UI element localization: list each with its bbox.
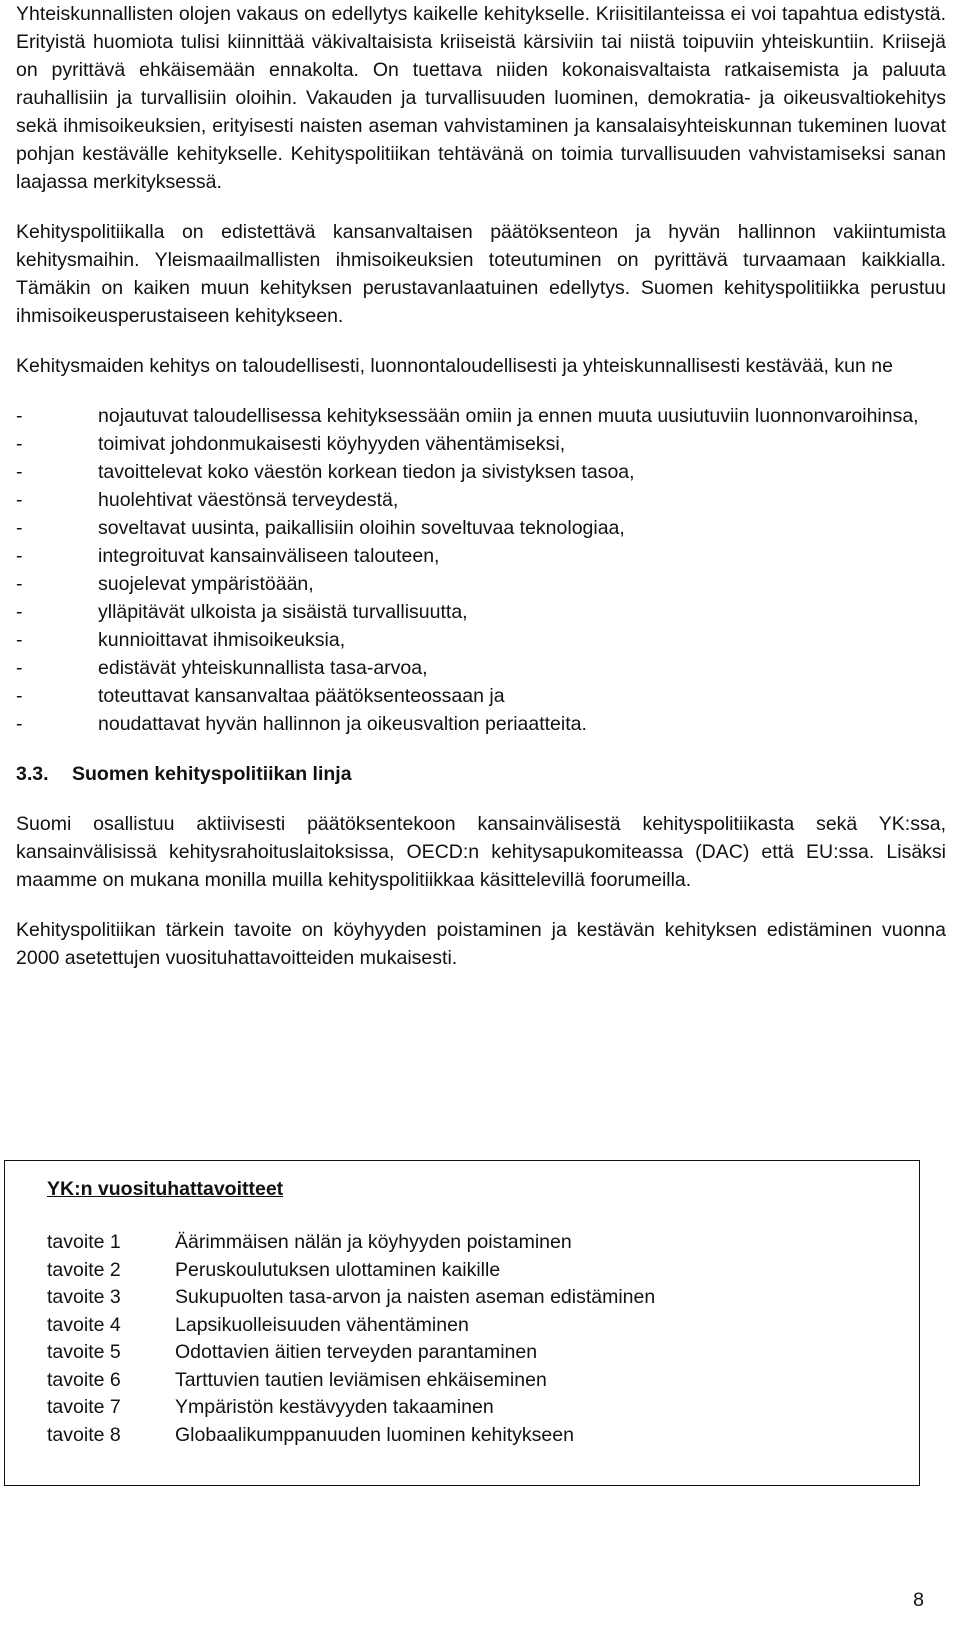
list-item: - noudattavat hyvän hallinnon ja oikeusvaltion periaatteita. [16,713,587,735]
goal-text: Äärimmäisen nälän ja köyhyyden poistaminen [175,1231,572,1253]
goal-row [47,1229,655,1257]
list-item: - integroituvat kansainväliseen talouteen, [16,545,440,567]
goal-text: Lapsikuolleisuuden vähentäminen [175,1313,469,1336]
goal-label: tavoite 7 [47,1396,121,1418]
goal-label: tavoite 8 [47,1423,121,1446]
goal-text: Tarttuvien tautien leviämisen ehkäiseminen [175,1368,547,1391]
list-item: - suojelevat ympäristöään, [16,573,314,595]
goal-row [47,1394,655,1422]
goal-row [47,1257,655,1285]
list-item: - nojautuvat taloudellisessa kehityksessään omiin ja ennen muuta uusiutuviin luonnonvaroihinsa, [16,405,919,427]
goal-row [47,1339,655,1367]
list-item: - ylläpitävät ulkoista ja sisäistä turvallisuutta, [16,601,468,623]
goal-label: tavoite 4 [47,1313,121,1336]
document-page [16,0,946,972]
goal-label: tavoite 1 [47,1231,121,1253]
list-item: - toteuttavat kansanvaltaa päätöksenteossaan ja [16,685,505,707]
list-item: - tavoittelevat koko väestön korkean tiedon ja sivistyksen tasoa, [16,461,635,483]
list-item: - kunnioittavat ihmisoikeuksia, [16,629,346,651]
paragraph-participation: Suomi osallistuu aktiivisesti päätöksentekoon kansainvälisestä kehityspolitiikasta sekä YK:ssa, kansainvälisissä kehitysrahoituslaitoksissa, OECD:n kehitysapukomiteassa (DAC) että EU:ssa. Lisäksi maamme on mukana monilla muilla kehityspolitiikkaa käsittelevillä foorumeilla. [16,813,946,891]
goal-text: Peruskoulutuksen ulottaminen kaikille [175,1258,501,1281]
goal-row [47,1367,655,1395]
goal-text: Odottavien äitien terveyden parantaminen [175,1341,538,1363]
paragraph-sustainability: Kehitysmaiden kehitys on taloudellisesti, luonnontaloudellisesti ja yhteiskunnallisesti kestävää, kun ne [16,355,893,377]
goal-label: tavoite 6 [47,1368,121,1391]
section-title: Suomen kehityspolitiikan linja [72,763,352,785]
list-item: - edistävät yhteiskunnallista tasa-arvoa, [16,657,428,679]
goal-text: Sukupuolten tasa-arvon ja naisten aseman edistäminen [175,1286,656,1308]
section-number: 3.3. [16,763,49,785]
goal-text: Globaalikumppanuuden luominen kehitykseen [175,1423,574,1446]
paragraph-democracy: Kehityspolitiikalla on edistettävä kansanvaltaisen päätöksenteon ja hyvän hallinnon vakiintumista kehitysmaihin. Yleismaailmallisten ihmisoikeuksien toteutuminen on pyrittävä turvaamaan kaikkialla. Tämäkin on kaiken muun kehityksen perustavanlaatuinen edellytys. Suomen kehityspolitiikka perustuu ihmisoikeusperustaiseen kehitykseen. [16,221,946,327]
goal-row [47,1284,655,1312]
page-number: 8 [913,1589,924,1611]
goal-label: tavoite 3 [47,1286,121,1308]
paragraph-main-goal: Kehityspolitiikan tärkein tavoite on köyhyyden poistaminen ja kestävän kehityksen edistäminen vuonna 2000 asetettujen vuosituhattavoitteiden mukaisesti. [16,919,946,969]
goal-label: tavoite 5 [47,1341,121,1363]
goal-list [47,1229,655,1449]
millennium-goals-box [4,1160,920,1486]
goal-label: tavoite 2 [47,1258,121,1281]
section-heading [16,760,946,788]
list-item: - huolehtivat väestönsä terveydestä, [16,489,399,511]
list-item: - toimivat johdonmukaisesti köyhyyden vähentämiseksi, [16,433,566,455]
goal-row [47,1312,655,1340]
goal-box-title: YK:n vuosituhattavoitteet [47,1178,284,1200]
paragraph-stability: Yhteiskunnallisten olojen vakaus on edellytys kaikelle kehitykselle. Kriisitilanteissa ei voi tapahtua edistystä. Erityistä huomiota tulisi kiinnittää väkivaltaisista kriiseistä kärsiviin tai niistä toipuviin yhteiskuntiin. Kriisejä on pyrittävä ehkäisemään ennakolta. On tuettava niiden kokonaisvaltaista ratkaisemista ja paluuta rauhallisiin ja turvallisiin oloihin. Vakauden ja turvallisuuden luominen, demokratia- ja oikeusvaltiokehitys sekä ihmisoikeuksien, erityisesti naisten aseman vahvistaminen ja kansalaisyhteiskunnan tukeminen luovat pohjan kestävälle kehitykselle. Kehityspolitiikan tehtävänä on toimia turvallisuuden vahvistamiseksi sanan laajassa merkityksessä. [16,3,946,193]
goal-row [47,1422,655,1450]
goal-text: Ympäristön kestävyyden takaaminen [175,1396,494,1418]
criteria-list [16,402,946,738]
list-item: - soveltavat uusinta, paikallisiin oloihin soveltuvaa teknologiaa, [16,517,625,539]
